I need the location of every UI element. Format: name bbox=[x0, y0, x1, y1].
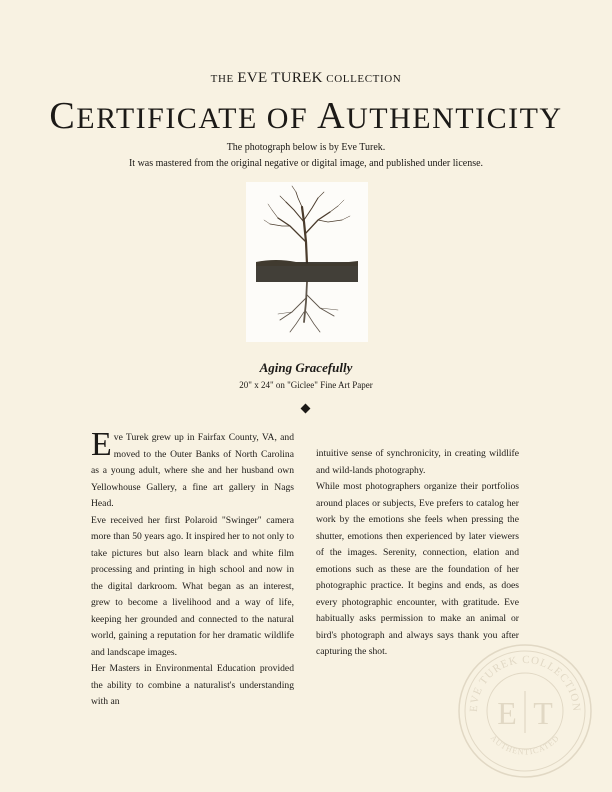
authentication-seal bbox=[455, 641, 595, 781]
bio-paragraph-1-text: ve Turek grew up in Fairfax County, VA, and moved to the Outer Banks of North Carolina as a young adult, where she and her husband own Yellowhouse Gallery, a fine art gallery in Nags Head. bbox=[91, 432, 294, 509]
collection-heading bbox=[0, 70, 612, 87]
title-cap-2: A bbox=[317, 95, 347, 137]
artwork-spec: 20" x 24" on "Giclee" Fine Art Paper bbox=[239, 380, 373, 390]
seal-monogram-left: E bbox=[497, 695, 517, 731]
title-rest-1: ERTIFICATE OF bbox=[76, 102, 309, 135]
title-cap-1: C bbox=[49, 95, 77, 137]
collection-pre: THE bbox=[210, 73, 234, 85]
collection-post: COLLECTION bbox=[326, 73, 402, 85]
title-rest-2: UTHENTICITY bbox=[346, 102, 563, 135]
svg-text:AUTHENTICATED bbox=[489, 733, 562, 756]
bio-paragraph-5: While most photographers organize their portfolios around places or subjects, Eve prefers to catalog her work by the emotions she feels when pressing the shutter, emotions then experienced by later viewers of the images. Serenity, connection, elation and emotions such as these are the foundation of her photographic practice. It begins and ends, as does every photographic encounter, with gratitude. Eve habitually asks permission to make an animal or bird's photograph and always says thank you after capturing the shot. bbox=[316, 481, 519, 657]
artwork-title: Aging Gracefully bbox=[259, 360, 353, 375]
bio-column-left bbox=[91, 426, 294, 711]
intro-text bbox=[0, 140, 612, 172]
bio-paragraph-2: Eve received her first Polaroid "Swinger" camera more than 50 years ago. It inspired her to not only to take pictures but also learn black and white film processing and printing in high school and now in the digital darkroom. What began as an interest, grew to become a livelihood and a way of life, keeping her grounded and connected to the natural world, gaining a reputation for her dramatic wildlife and landscape images. bbox=[91, 514, 294, 658]
seal-monogram-right: T bbox=[533, 695, 553, 731]
diamond-divider-icon bbox=[301, 404, 311, 414]
artwork-photo bbox=[246, 182, 368, 342]
bio-paragraph-3: Her Masters in Environmental Education provided the ability to combine a naturalist's understanding with an bbox=[91, 663, 294, 707]
page-title bbox=[0, 94, 612, 138]
intro-line-2: It was mastered from the original negative or digital image, and published under license. bbox=[128, 158, 484, 169]
bio-column-right bbox=[316, 430, 519, 661]
intro-line-1: The photograph below is by Eve Turek. bbox=[226, 142, 386, 153]
bio-paragraph-1 bbox=[91, 426, 294, 513]
seal-top-text: EVE TUREK COLLECTION bbox=[467, 653, 583, 713]
bio-paragraph-4: intuitive sense of synchronicity, in creating wildlife and wild-lands photography. bbox=[316, 448, 519, 476]
collection-name: EVE TUREK bbox=[237, 70, 323, 86]
tree-image bbox=[246, 182, 368, 342]
drop-cap: E bbox=[91, 426, 112, 463]
seal-bottom-text: AUTHENTICATED bbox=[488, 733, 562, 757]
